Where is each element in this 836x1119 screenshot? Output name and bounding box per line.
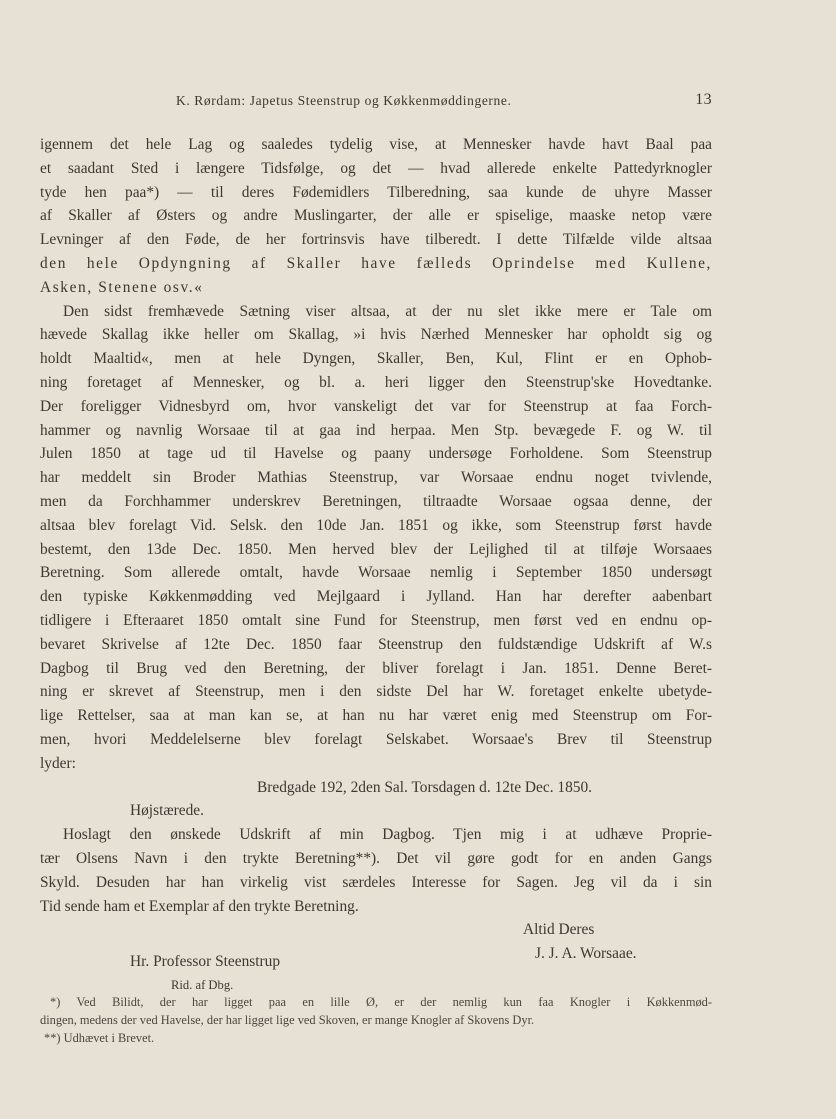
letter-line: Hoslagt den ønskede Udskrift af min Dagbog. Tjen mig i at udhæve Proprie-	[63, 826, 712, 844]
text-line: har meddelt sin Broder Mathias Steenstrup, var Worsaae endnu noget tvivlende,	[40, 469, 712, 487]
letter-dateline: Bredgade 192, 2den Sal. Torsdagen d. 12te Dec. 1850.	[257, 778, 593, 796]
text-line-spaced: Asken, Stenene osv.«	[40, 278, 204, 296]
text-line: bestemt, den 13de Dec. 1850. Men herved blev der Lejlighed til at tilføje Worsaaes	[40, 540, 712, 558]
footnotes	[40, 993, 712, 1047]
text-line: Den sidst fremhævede Sætning viser altsaa, at der nu slet ikke mere er Tale om	[63, 302, 712, 320]
letter-closing: Altid Deres	[523, 921, 595, 939]
text-line: igennem det hele Lag og saaledes tydelig vise, at Mennesker havde havt Baal paa	[40, 136, 712, 153]
text-line: tidligere i Efteraaret 1850 omtalt sine Fund for Steenstrup, men først ved en endnu op-	[40, 611, 712, 629]
text-line-spaced: den hele Opdyngning af Skaller have fælleds Oprindelse med Kullene,	[40, 254, 712, 272]
text-line: Der foreligger Vidnesbyrd om, hvor vanskeligt det var for Steenstrup at faa Forch-	[40, 397, 712, 415]
addressee-title: Rid. af Dbg.	[171, 977, 234, 992]
footnote-line: *) Ved Bilidt, der har ligget paa en lille Ø, er der nemlig kun faa Knogler i Køkkenmød-	[50, 995, 712, 1009]
text-line: Dagbog til Brug ved den Beretning, der bliver forelagt i Jan. 1851. Denne Beret-	[40, 659, 712, 677]
page-number: 13	[695, 91, 712, 108]
letter-signature: J. J. A. Worsaae.	[535, 945, 637, 963]
text-line: bevaret Skrivelse af 12te Dec. 1850 faar Steenstrup den fuldstændige Udskrift af W.s	[40, 635, 712, 653]
body-text	[40, 133, 712, 1012]
letter-salutation: Højstærede.	[130, 802, 204, 820]
text-line: altsaa blev forelagt Vid. Selsk. den 10de Jan. 1851 og ikke, som Steenstrup først havde	[40, 516, 712, 534]
text-line: hævede Skallag ikke heller om Skallag, »i hvis Nærhed Mennesker har opholdt sig og	[40, 326, 712, 344]
text-line: men, hvori Meddelelserne blev forelagt Selskabet. Worsaae's Brev til Steenstrup	[40, 730, 712, 748]
text-line: lyder:	[40, 754, 76, 772]
text-line: et saadant Sted i længere Tidsfølge, og det — hvad allerede enkelte Pattedyrknogler	[40, 159, 712, 177]
text-line: Julen 1850 at tage ud til Havelse og paany undersøge Forholdene. Som Steenstrup	[40, 445, 712, 463]
letter-line: tær Olsens Navn i den trykte Beretning**). Det vil gøre godt for en anden Gangs	[40, 849, 712, 867]
text-line: Beretning. Som allerede omtalt, havde Worsaae nemlig i September 1850 undersøgt	[40, 564, 712, 582]
text-line: hammer og navnlig Worsaae til at gaa ind herpaa. Men Stp. bevægede F. og W. til	[40, 421, 712, 439]
text-line: ning er skrevet af Steenstrup, men i den sidste Del har W. foretaget enkelte ubetyde-	[40, 683, 712, 701]
running-title: K. Rørdam: Japetus Steenstrup og Køkkenmøddingerne.	[176, 93, 512, 108]
footnote-line: **) Udhævet i Brevet.	[44, 1031, 155, 1045]
text-line: holdt Maaltid«, men at hele Dyngen, Skaller, Ben, Kul, Flint er en Ophob-	[40, 350, 712, 368]
text-line: Levninger af den Føde, de her fortrinsvis have tilberedt. I dette Tilfælde vilde altsaa	[40, 231, 712, 249]
text-line: ning foretaget af Mennesker, og bl. a. heri ligger den Steenstrup'ske Hovedtanke.	[40, 373, 712, 391]
addressee-name: Hr. Professor Steenstrup	[130, 953, 281, 971]
footnote-line: dingen, medens der ved Havelse, der har ligget lige ved Skoven, er mange Knogler af Skovens Dyr.	[40, 1013, 535, 1027]
text-line: men da Forchhammer underskrev Beretningen, tiltraadte Worsaae ogsaa denne, der	[40, 492, 712, 510]
text-line: af Skaller af Østers og andre Muslingarter, der alle er spiselige, maaske netop være	[40, 207, 712, 225]
text-line: den typiske Køkkenmødding ved Mejlgaard i Jylland. Han har derefter aabenbart	[40, 588, 712, 606]
text-line: lige Rettelser, saa at man kan se, at han nu har været enig med Steenstrup om For-	[40, 707, 712, 725]
running-header	[176, 93, 712, 109]
letter-addressee	[130, 950, 280, 998]
text-line: tyde hen paa*) — til deres Fødemidlers Tilberedning, saa kunde de uhyre Masser	[40, 183, 712, 201]
letter-line: Skyld. Desuden har han virkelig vist særdeles Interesse for Sagen. Jeg vil da i sin	[40, 873, 712, 891]
letter-line: Tid sende ham et Exemplar af den trykte Beretning.	[40, 897, 359, 915]
